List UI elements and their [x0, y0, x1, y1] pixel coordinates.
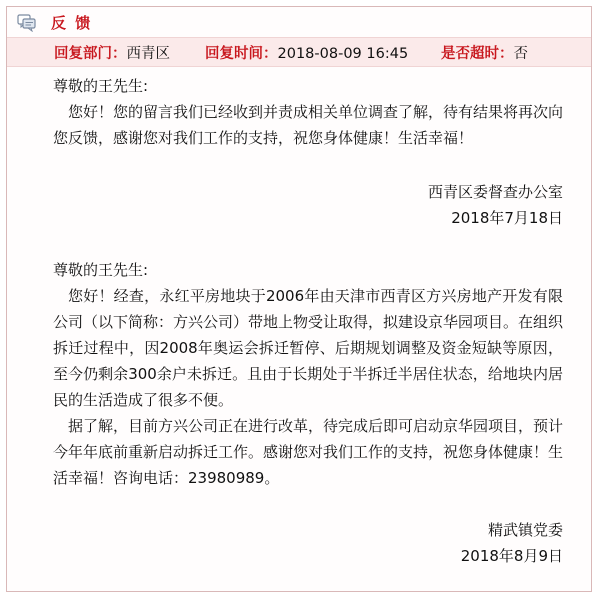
- reply-block-1: [53, 73, 563, 231]
- reply-body: [53, 73, 563, 569]
- reply-paragraph: 您好！您的留言我们已经收到并责成相关单位调查了解，待有结果将再次向您反馈，感谢您对我们工作的支持，祝您身体健康！生活幸福！: [53, 103, 564, 147]
- overtime-label: 是否超时：: [441, 45, 514, 62]
- feedback-panel: [6, 6, 592, 592]
- reply-dept: [54, 42, 170, 63]
- greeting: 尊敬的王先生:: [53, 261, 149, 279]
- greeting: 尊敬的王先生:: [53, 77, 149, 95]
- signature-date: 2018年8月9日: [460, 547, 563, 565]
- signature: 精武镇党委: [487, 521, 563, 539]
- signature-date: 2018年7月18日: [451, 209, 563, 227]
- title-bar: [7, 7, 591, 37]
- reply-time-value: 2018-08-09 16:45: [277, 45, 409, 62]
- reply-block-2: [53, 257, 563, 569]
- reply-time: [205, 42, 408, 63]
- reply-overtime: [441, 42, 528, 63]
- reply-dept-value: 西青区: [126, 45, 170, 62]
- overtime-value: 否: [513, 45, 528, 62]
- feedback-chat-icon: [17, 14, 37, 32]
- reply-meta-bar: [7, 37, 591, 67]
- reply-paragraph: 您好！经查，永红平房地块于2006年由天津市西青区方兴房地产开发有限公司（以下简称：方兴公司）带地上物受让取得，拟建设京华园项目。在组织拆迁过程中，因2008年奥运会拆迁暂停、后期规划调整及资金短缺等原因，至今仍剩余300余户未拆迁。且由于长期处于半拆迁半居住状态，给地块内居民的生活造成了很多不便。: [53, 287, 564, 409]
- reply-dept-label: 回复部门：: [54, 45, 127, 62]
- reply-time-label: 回复时间：: [205, 45, 278, 62]
- reply-paragraph: 据了解，目前方兴公司正在进行改革，待完成后即可启动京华园项目，预计今年年底前重新启动拆迁工作。感谢您对我们工作的支持，祝您身体健康！生活幸福！咨询电话：23980989。: [53, 417, 564, 487]
- signature: 西青区委督查办公室: [427, 183, 563, 201]
- page-title: 反 馈: [51, 14, 93, 32]
